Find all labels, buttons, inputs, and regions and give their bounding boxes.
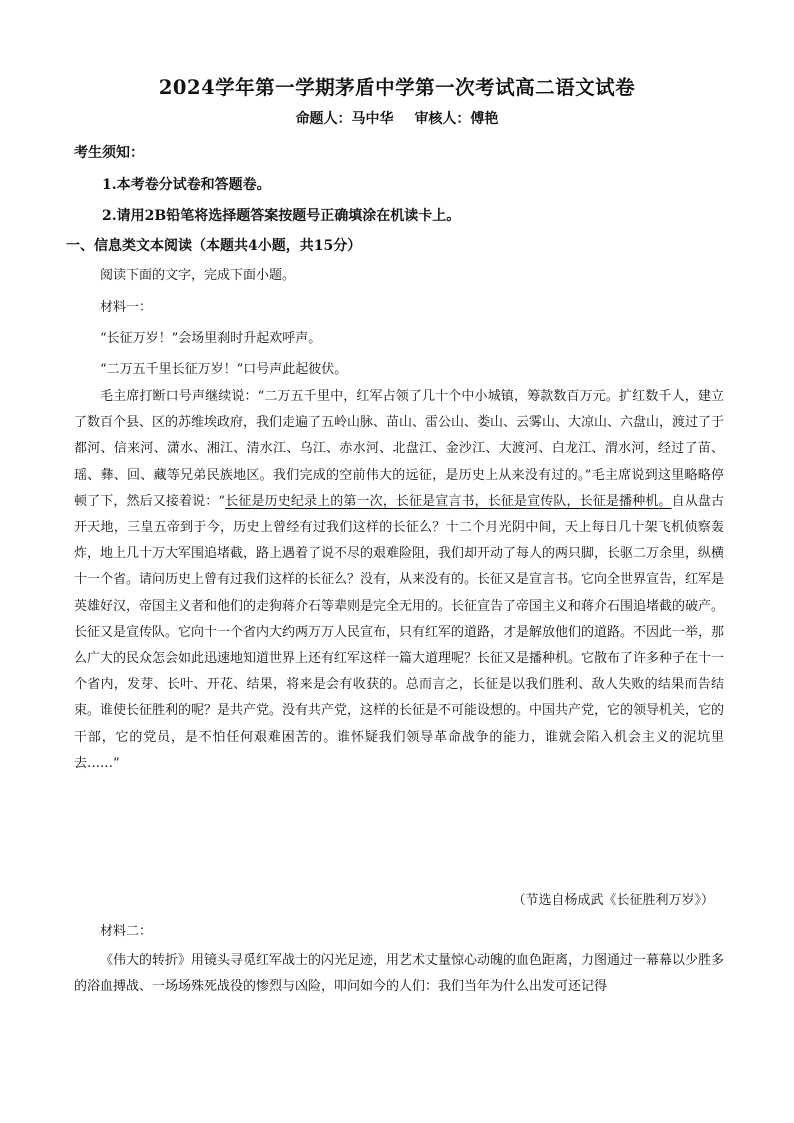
material-1-source: （节选自杨成武《长征胜利万岁》）: [512, 893, 714, 908]
material-1-speech-paragraph: [74, 384, 724, 777]
material-1-line-2: “二万五千里长征万岁！”口号声此起彼伏。: [100, 362, 348, 377]
reviewer-name: 审核人：傅艳: [414, 111, 499, 127]
reading-instruction: 阅读下面的文字，完成下面小题。: [100, 268, 296, 283]
material-1-line-1: “长征万岁！”会场里刹时升起欢呼声。: [100, 331, 322, 346]
speech-text-a: 毛主席打断口号声继续说：“二万五千里中，红军占领了几十个中小城镇，筹款数百万元。扩红数千人，建立了数百个县、区的苏维埃政府，我们走遍了五岭山脉、苗山、雷公山、娄山、云雾山、大凉山、六盘山，渡过了于都河、信来河、潇水、湘江、清水江、乌江、赤水河、北盘江、金沙江、大渡河、白龙江、渭水河，经过了苗、瑶、彝、回、藏等兄弟民族地区。我们完成的空前伟大的远征，是历史上从来没有过的。”毛主席说到这里略略停顿了下，然后又接着说：“: [74, 389, 725, 509]
authors-line: [0, 108, 794, 128]
material-2-paragraph: 《伟大的转折》用镜头寻觅红军战士的闪光足迹，用艺术丈量惊心动魄的血色距离，力图通过一幕幕以少胜多的浴血搏战、一场场殊死战役的惨烈与凶险，叩问如今的人们：我们当年为什么出发可还记得: [74, 953, 725, 995]
material-1-label: 材料一：: [100, 300, 153, 315]
notice-item-1: 1.本考卷分试卷和答题卷。: [102, 177, 271, 193]
setter-name: 命题人：马中华: [295, 111, 394, 127]
notice-heading: 考生须知：: [74, 145, 144, 161]
material-2-label: 材料二：: [100, 924, 153, 939]
notice-item-2: 2.请用2B铅笔将选择题答案按题号正确填涂在机读卡上。: [102, 208, 461, 224]
section-heading: 一、信息类文本阅读（本题共4小题，共15分）: [66, 238, 362, 254]
speech-text-b: 自从盘古开天地，三皇五帝到于今，历史上曾经有过我们这样的长征么？十二个月光阴中间，天上每日几十架飞机侦察轰炸，地上几十万大军围追堵截，路上遇着了说不尽的艰难险阻，我们却开动了每人的两只脚，长驱二万余里，纵横十一个省。请问历史上曾有过我们这样的长征么？没有，从来没有的。长征又是宣言书。它向全世界宣告，红军是英雄好汉，帝国主义者和他们的走狗蒋介石等辈则是完全无用的。长征宣告了帝国主义和蒋介石围追堵截的破产。长征又是宣传队。它向十一个省内大约两万万人民宣布，只有红军的道路，才是解放他们的道路。不因此一举，那么广大的民众怎会如此迅速地知道世界上还有红军这样一篇大道理呢？长征又是播种机。它散布了许多种子在十一个省内，发芽、长叶、开花、结果，将来是会有收获的。总而言之，长征是以我们胜利、敌人失败的结果而告结束。谁使长征胜利的呢？是共产党。没有共产党，这样的长征是不可能设想的。中国共产党，它的领导机关，它的干部，它的党员，是不怕任何艰难困苦的。谁怀疑我们领导革命战争的能力，谁就会陷入机会主义的泥坑里去……”: [74, 493, 725, 771]
speech-underlined-sentence: 长征是历史纪录上的第一次，长征是宣言书，长征是宣传队，长征是播种机。: [225, 493, 672, 509]
exam-title: 2024学年第一学期茅盾中学第一次考试高二语文试卷: [158, 76, 636, 99]
